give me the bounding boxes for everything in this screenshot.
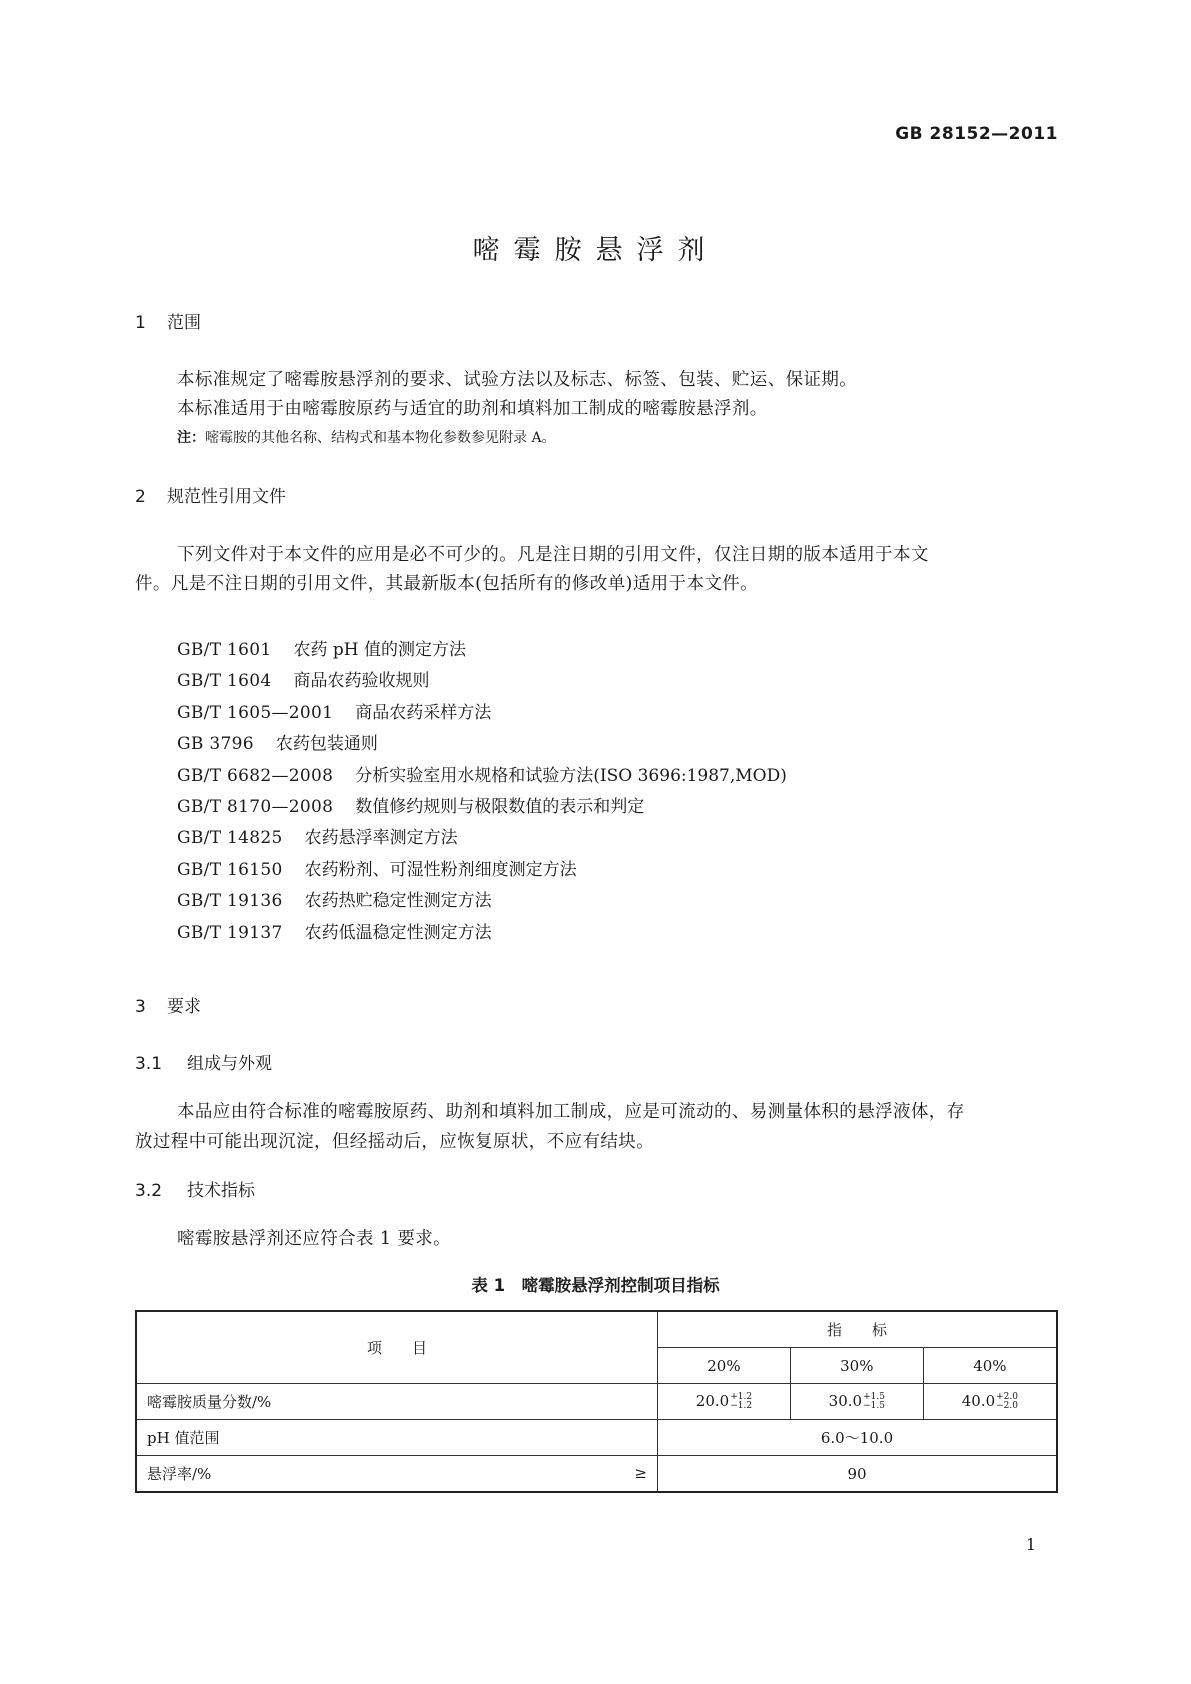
paragraph: 本标准适用于由嘧霉胺原药与适宜的助剂和填料加工制成的嘧霉胺悬浮剂。 [177,399,768,419]
section-number: 3 [135,997,146,1017]
tolerance-minus: −1.2 [730,1401,753,1411]
paragraph: 件。凡是不注日期的引用文件，其最新版本(包括所有的修改单)适用于本文件。 [135,574,759,594]
column-header: 40% [923,1348,1057,1384]
section-3-1-heading [135,1049,272,1074]
value-base: 30.0 [828,1392,863,1410]
paragraph: 嘧霉胺悬浮剂还应符合表 1 要求。 [177,1229,452,1249]
table-cell: 90 [658,1456,1058,1493]
tolerance-plus: +1.2 [730,1392,753,1402]
reference-title: 数值修约规则与极限数值的表示和判定 [355,796,645,817]
table-header-row [136,1311,1057,1348]
reference-code: GB/T 1601 [177,640,272,660]
section-number: 1 [135,313,146,333]
reference-item [177,918,787,949]
row-label: pH 值范围 [136,1420,658,1456]
reference-item [177,698,787,729]
paragraph: 下列文件对于本文件的应用是必不可少的。凡是注日期的引用文件，仅注日期的版本适用于本文 [177,545,929,565]
page-title: 嘧霉胺悬浮剂 [472,235,719,266]
section-number: 3.1 [135,1054,163,1074]
reference-code: GB/T 8170—2008 [177,796,334,817]
table-cell [923,1384,1057,1420]
page-number: 1 [1025,1535,1036,1554]
column-header: 30% [790,1348,923,1384]
reference-item [177,855,787,886]
section-1-heading [135,308,201,333]
section-title: 要求 [167,997,201,1017]
section-title: 组成与外观 [187,1054,272,1074]
table-caption: 表 1 嘧霉胺悬浮剂控制项目指标 [471,1276,720,1295]
tolerance [863,1393,885,1411]
header-item: 项 目 [136,1311,658,1384]
tolerance [730,1393,752,1411]
reference-code: GB/T 19136 [177,891,283,912]
header-index: 指 标 [658,1311,1058,1348]
section-2-heading [135,482,286,507]
value-base: 40.0 [961,1392,996,1410]
reference-code: GB/T 19137 [177,922,283,943]
row-label-cell [136,1456,658,1493]
note [177,427,556,447]
table-cell [658,1384,791,1420]
section-title: 范围 [167,313,201,333]
reference-title: 农药热贮稳定性测定方法 [304,891,492,912]
reference-item [177,792,787,823]
reference-code: GB/T 14825 [177,828,283,849]
tolerance-plus: +1.5 [863,1392,885,1402]
reference-item [177,635,787,666]
paragraph: 本标准规定了嘧霉胺悬浮剂的要求、试验方法以及标志、标签、包装、贮运、保证期。 [177,370,858,390]
paragraph: 放过程中可能出现沉淀，但经摇动后，应恢复原状，不应有结块。 [135,1132,655,1152]
operator: ≥ [634,1464,647,1482]
reference-title: 分析实验室用水规格和试验方法(ISO 3696:1987,MOD) [355,765,787,786]
tolerance-plus: +2.0 [996,1392,1018,1402]
row-label: 悬浮率/% [147,1465,212,1483]
reference-code: GB/T 6682—2008 [177,765,334,786]
note-text: 嘧霉胺的其他名称、结构式和基本物化参数参见附录 A。 [205,430,556,446]
reference-item [177,886,787,917]
reference-title: 农药低温稳定性测定方法 [304,922,492,943]
table-row [136,1384,1057,1420]
section-3-2-heading [135,1176,255,1201]
tolerance [996,1393,1018,1411]
standard-number: GB 28152—2011 [895,124,1058,144]
reference-code: GB/T 1604 [177,671,272,692]
table-cell [790,1384,923,1420]
column-header: 20% [658,1348,791,1384]
spec-table [135,1310,1058,1493]
paragraph: 本品应由符合标准的嘧霉胺原药、助剂和填料加工制成，应是可流动的、易测量体积的悬浮液体，存 [177,1102,965,1122]
value-base: 20.0 [695,1392,730,1410]
reference-list [177,635,787,949]
section-3-heading [135,992,201,1017]
reference-title: 农药 pH 值的测定方法 [293,640,467,660]
section-number: 2 [135,487,146,507]
reference-title: 商品农药采样方法 [355,702,492,723]
note-label: 注： [177,430,205,446]
tolerance-minus: −2.0 [996,1401,1018,1411]
reference-title: 商品农药验收规则 [293,671,430,692]
reference-code: GB 3796 [177,734,254,755]
reference-title: 农药悬浮率测定方法 [304,828,458,849]
reference-item [177,666,787,697]
reference-item [177,729,787,760]
table-row [136,1420,1057,1456]
section-title: 规范性引用文件 [167,487,286,507]
tolerance-minus: −1.5 [863,1401,885,1411]
reference-item [177,823,787,854]
section-title: 技术指标 [187,1181,255,1201]
table-row [136,1456,1057,1493]
reference-title: 农药包装通则 [275,734,378,755]
row-label: 嘧霉胺质量分数/% [136,1384,658,1420]
reference-item [177,761,787,792]
reference-title: 农药粉剂、可湿性粉剂细度测定方法 [304,859,577,880]
reference-code: GB/T 1605—2001 [177,702,334,723]
reference-code: GB/T 16150 [177,859,283,880]
table-cell: 6.0～10.0 [658,1420,1058,1456]
section-number: 3.2 [135,1181,163,1201]
